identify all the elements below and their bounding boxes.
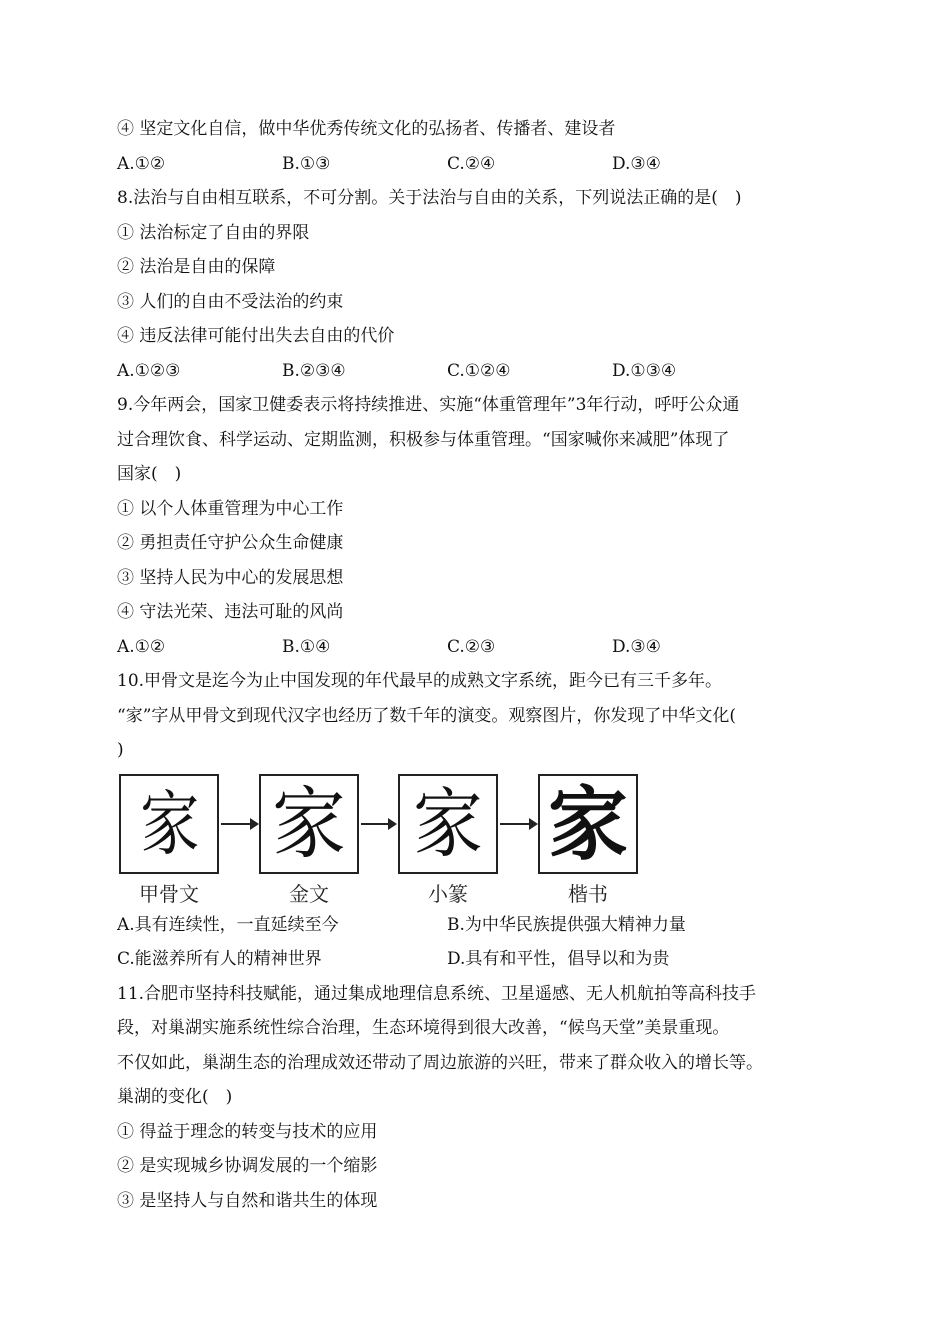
caption-oracle-bone: 甲骨文 — [139, 881, 199, 906]
q9-item-2: ② 勇担责任守护公众生命健康 — [117, 533, 344, 553]
q9-option-a: A.①② — [117, 636, 166, 657]
q10-option-c: C.能滋养所有人的精神世界 — [117, 949, 322, 969]
oracle-bone-glyph: 家 — [140, 782, 198, 865]
q10-option-a: A.具有连续性，一直延续至今 — [117, 914, 339, 935]
q8-option-b: B.②③④ — [282, 360, 346, 381]
q11-stem-line-2: 段，对巢湖实施系统性综合治理，生态环境得到很大改善，“候鸟天堂”美景重现。 — [117, 1018, 730, 1038]
small-seal-glyph: 家 — [413, 779, 483, 868]
bronze-glyph: 家 — [272, 778, 346, 869]
arrow-right-icon — [361, 823, 395, 825]
q8-option-c: C.①②④ — [447, 360, 511, 381]
q10-stem-line-2: “家”字从甲骨文到现代汉字也经历了数千年的演变。观察图片，你发现了中华文化( — [117, 705, 737, 726]
q7-item-4: ④ 坚定文化自信，做中华优秀传统文化的弘扬者、传播者、建设者 — [117, 119, 616, 139]
q11-stem-line-3: 不仅如此，巢湖生态的治理成效还带动了周边旅游的兴旺，带来了群众收入的增长等。 — [117, 1052, 763, 1073]
q9-item-3: ③ 坚持人民为中心的发展思想 — [117, 567, 344, 588]
q8-item-3: ③ 人们的自由不受法治的约束 — [117, 291, 344, 312]
q9-item-1: ① 以个人体重管理为中心工作 — [117, 498, 344, 519]
character-evolution-figure — [117, 774, 657, 904]
q8-item-4: ④ 违反法律可能付出失去自由的代价 — [117, 326, 395, 346]
regular-script-glyph: 家 — [548, 776, 628, 871]
arrow-right-icon — [221, 823, 257, 825]
q9-option-c: C.②③ — [447, 636, 496, 657]
q7-option-d: D.③④ — [612, 153, 661, 174]
q8-item-1: ① 法治标定了自由的界限 — [117, 222, 310, 243]
q8-stem: 8.法治与自由相互联系，不可分割。关于法治与自由的关系，下列说法正确的是( ) — [117, 188, 742, 208]
caption-small-seal: 小篆 — [428, 881, 468, 906]
q11-stem-line-4: 巢湖的变化( ) — [117, 1087, 233, 1107]
q8-item-2: ② 法治是自由的保障 — [117, 257, 276, 277]
q9-stem-line-1: 9.今年两会，国家卫健委表示将持续推进、实施“体重管理年”3年行动，呼吁公众通 — [117, 395, 740, 415]
q10-option-d: D.具有和平性，倡导以和为贵 — [447, 949, 670, 969]
bronze-glyph-box — [259, 774, 359, 874]
q7-option-c: C.②④ — [447, 153, 496, 174]
q11-item-2: ② 是实现城乡协调发展的一个缩影 — [117, 1156, 378, 1176]
exam-page — [117, 112, 837, 1218]
arrow-right-icon — [500, 823, 536, 825]
q10-options-row-2 — [117, 942, 837, 977]
caption-regular-script: 楷书 — [568, 881, 608, 906]
q11-item-1: ① 得益于理念的转变与技术的应用 — [117, 1121, 378, 1142]
oracle-bone-glyph-box — [119, 774, 219, 874]
q10-option-b: B.为中华民族提供强大精神力量 — [447, 914, 686, 935]
q10-stem-line-3: ) — [117, 740, 124, 760]
q11-stem-line-1: 11.合肥市坚持科技赋能，通过集成地理信息系统、卫星遥感、无人机航拍等高科技手 — [117, 983, 757, 1004]
q9-options — [117, 630, 837, 665]
q8-option-a: A.①②③ — [117, 360, 181, 381]
q9-option-b: B.①④ — [282, 636, 331, 657]
q7-option-b: B.①③ — [282, 153, 331, 174]
q9-item-4: ④ 守法光荣、违法可耻的风尚 — [117, 602, 344, 622]
q7-option-a: A.①② — [117, 153, 166, 174]
q9-option-d: D.③④ — [612, 636, 661, 657]
q11-item-3: ③ 是坚持人与自然和谐共生的体现 — [117, 1190, 378, 1211]
q8-option-d: D.①③④ — [612, 360, 677, 381]
regular-script-glyph-box — [538, 774, 638, 874]
q10-options-row-1 — [117, 908, 837, 943]
q9-stem-line-2: 过合理饮食、科学运动、定期监测，积极参与体重管理。“国家喊你来减肥”体现了 — [117, 429, 730, 450]
q8-options — [117, 354, 837, 389]
q10-stem-line-1: 10.甲骨文是迄今为止中国发现的年代最早的成熟文字系统，距今已有三千多年。 — [117, 671, 723, 691]
small-seal-glyph-box — [398, 774, 498, 874]
q9-stem-line-3: 国家( ) — [117, 464, 182, 484]
q7-options — [117, 147, 837, 182]
caption-bronze: 金文 — [289, 881, 329, 906]
